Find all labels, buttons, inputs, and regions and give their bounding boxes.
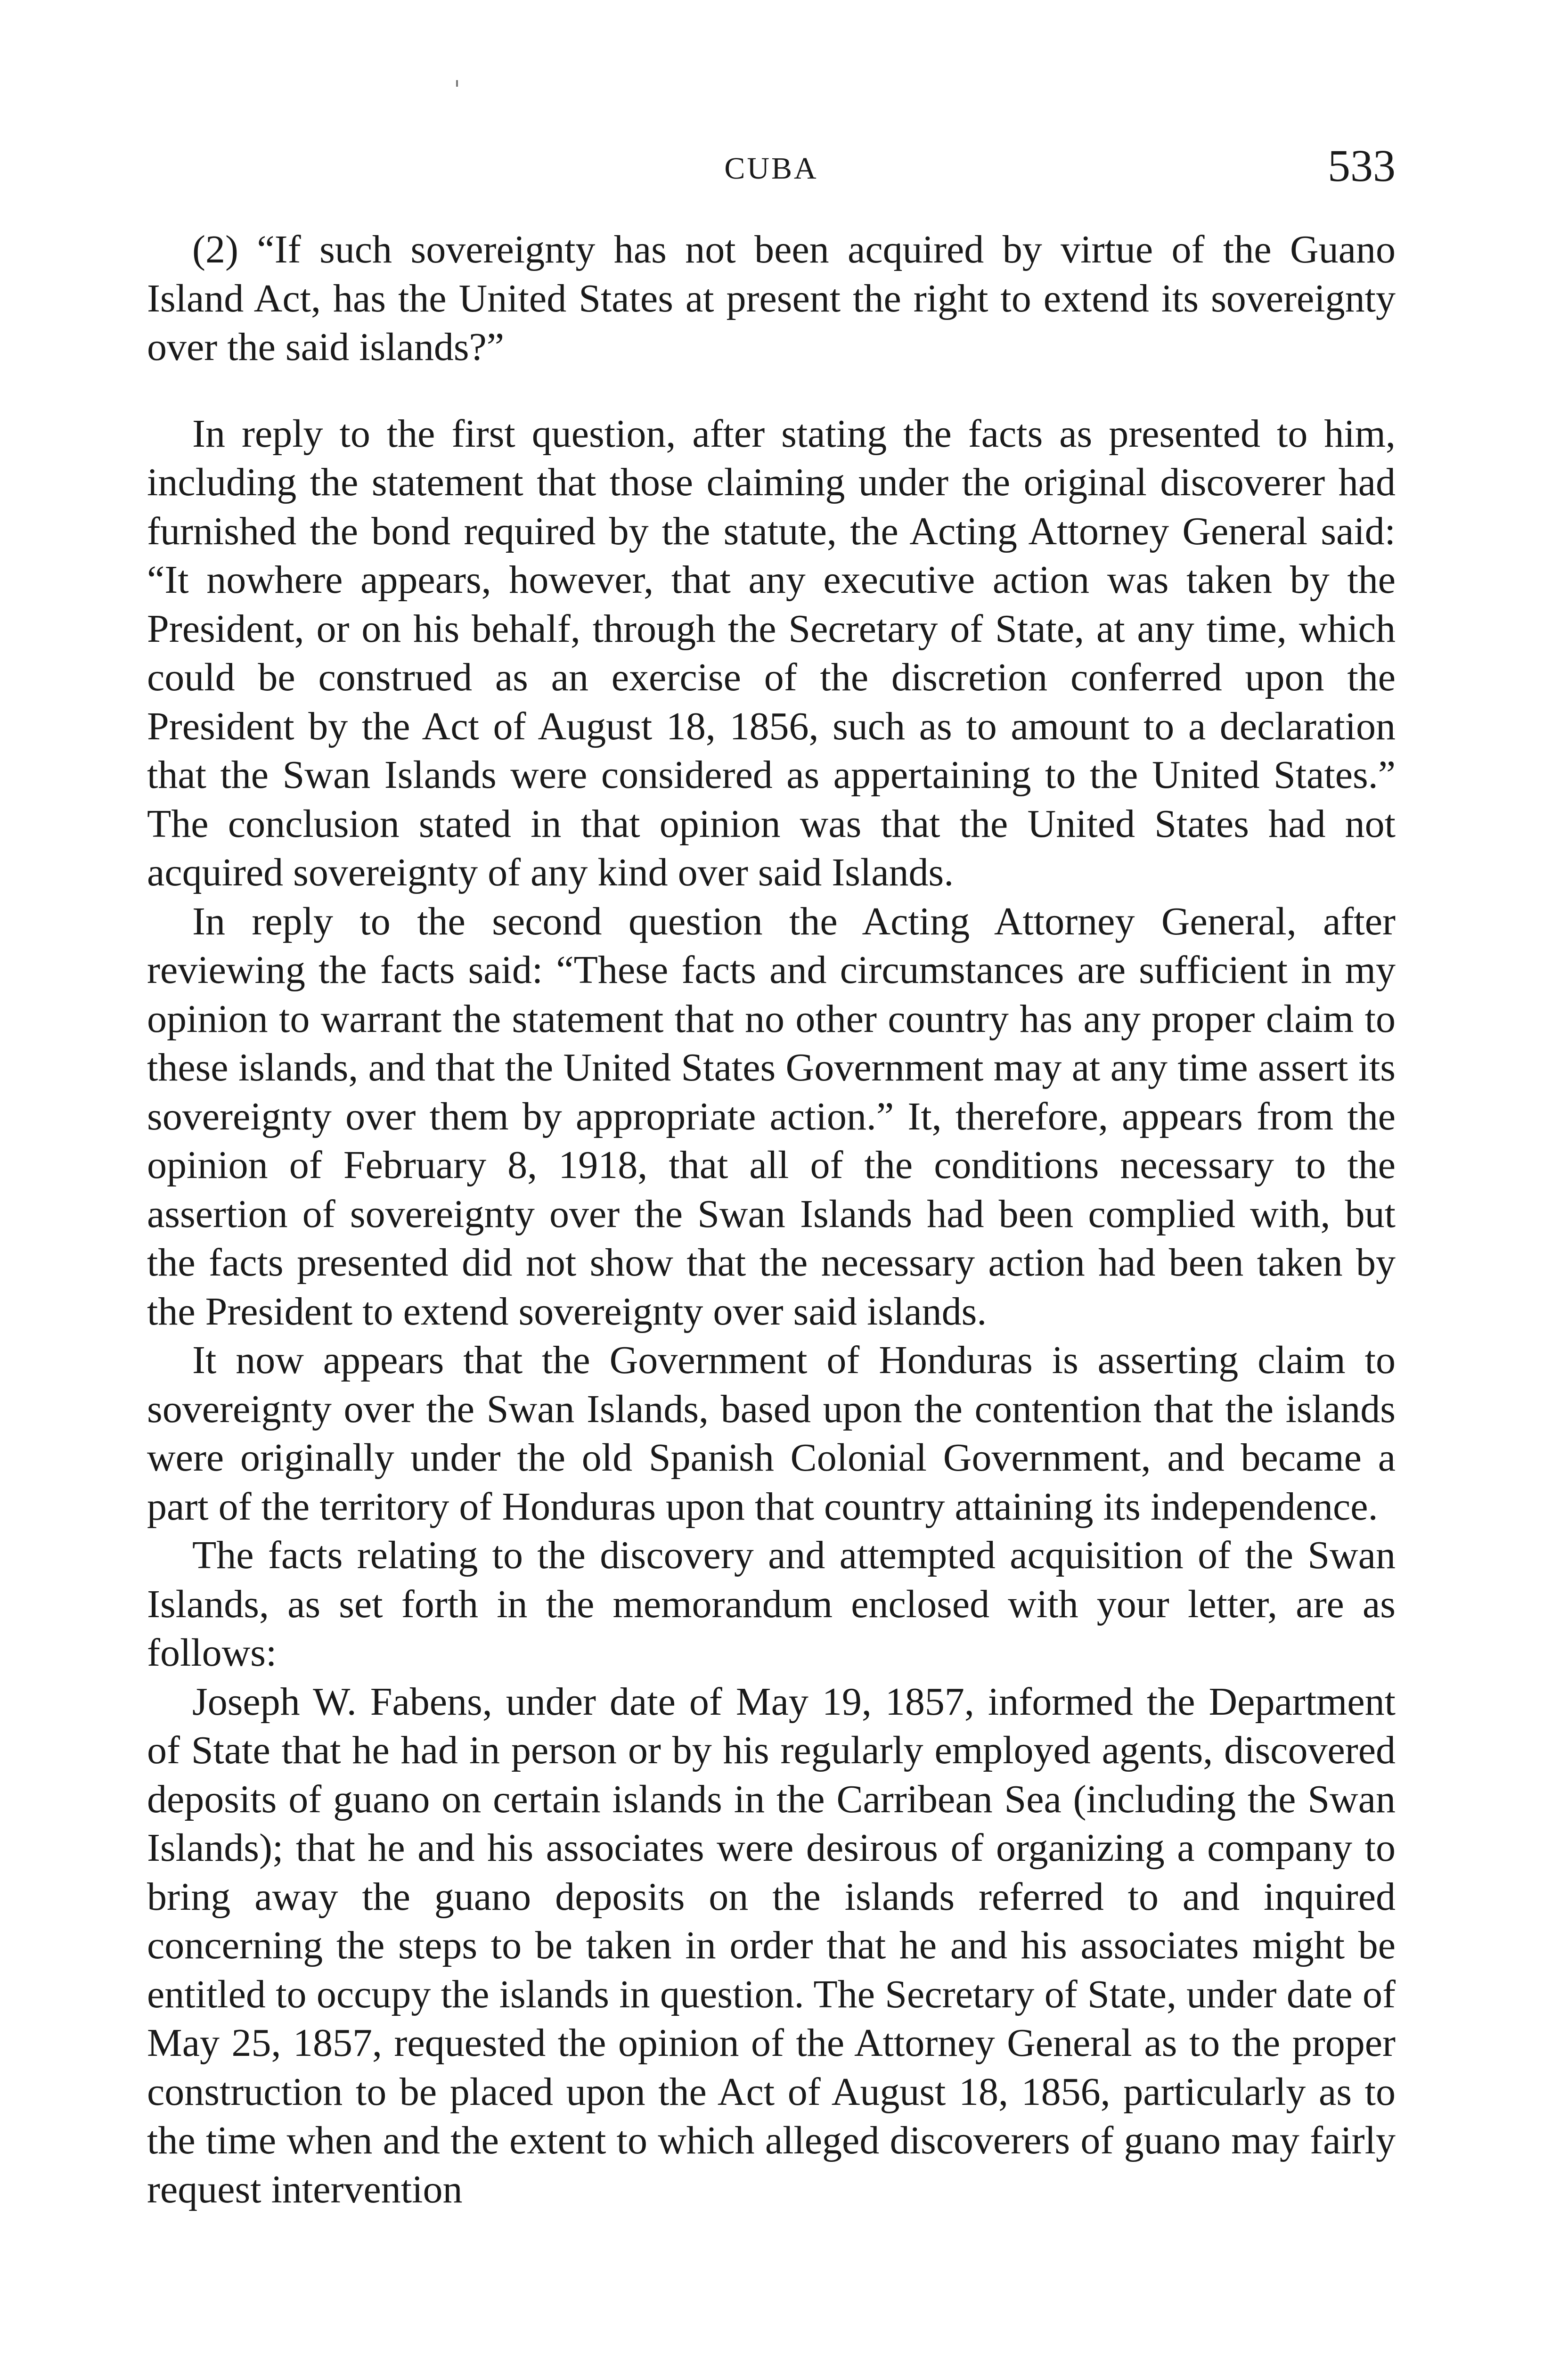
body-text	[147, 225, 1396, 2214]
paragraph-honduras-claim: It now appears that the Government of Honduras is asserting claim to sovereignty over the Swan Islands, based upon the contention that the islands were originally under the old Spanish Colonial Government, and became a part of the territory of Honduras upon that country attaining its independence.	[147, 1338, 1396, 1529]
page-number: 533	[1328, 140, 1396, 191]
paragraph-fabens: Joseph W. Fabens, under date of May 19, 1857, informed the Department of State that he had in person or by his regularly employed agents, discovered deposits of guano on certain islands in the Carribean Sea (including the Swan Islands); that he and his associates were desirous of organizing a company to bring away the guano deposits on the islands referred to and inquired concerning the steps to be taken in order that he and his associates might be entitled to occupy the islands in question. The Secretary of State, under date of May 25, 1857, requested the opinion of the Attorney General as to the proper construction to be placed upon the Act of August 18, 1856, particularly as to the time when and the extent to which alleged discoverers of guano may fairly request intervention	[147, 1679, 1396, 2211]
running-head	[147, 139, 1396, 191]
paragraph-question-two: (2) “If such sovereignty has not been acquired by virtue of the Guano Island Act, has the United States at present the right to extend its sovereignty over the said islands?”	[147, 228, 1396, 369]
paragraph-reply-first-question: In reply to the first question, after stating the facts as presented to him, including the statement that those claiming under the original discoverer had furnished the bond required by the statute, the Acting Attorney General said: “It nowhere appears, however, that any executive action was taken by the President, or on his behalf, through the Secretary of State, at any time, which could be construed as an exercise of the discretion conferred upon the President by the Act of August 18, 1856, such as to amount to a declaration that the Swan Islands were considered as appertaining to the United States.” The conclusion stated in that opinion was that the United States had not acquired sovereignty of any kind over said Islands.	[147, 411, 1396, 894]
paragraph-facts-intro: The facts relating to the discovery and attempted acquisition of the Swan Islands, as set forth in the memorandum enclosed with your letter, are as follows:	[147, 1533, 1396, 1675]
paragraph-reply-second-question: In reply to the second question the Acting Attorney General, after reviewing the facts said: “These facts and circumstances are sufficient in my opinion to warrant the statement that no other country has any proper claim to these islands, and that the United States Government may at any time assert its sovereignty over them by appropriate action.” It, therefore, appears from the opinion of February 8, 1918, that all of the conditions necessary to the assertion of sovereignty over the Swan Islands had been complied with, but the facts presented did not show that the necessary action had been taken by the President to extend sovereignty over said islands.	[147, 899, 1396, 1333]
scan-speck-top	[456, 80, 458, 87]
running-title: CUBA	[724, 151, 818, 186]
